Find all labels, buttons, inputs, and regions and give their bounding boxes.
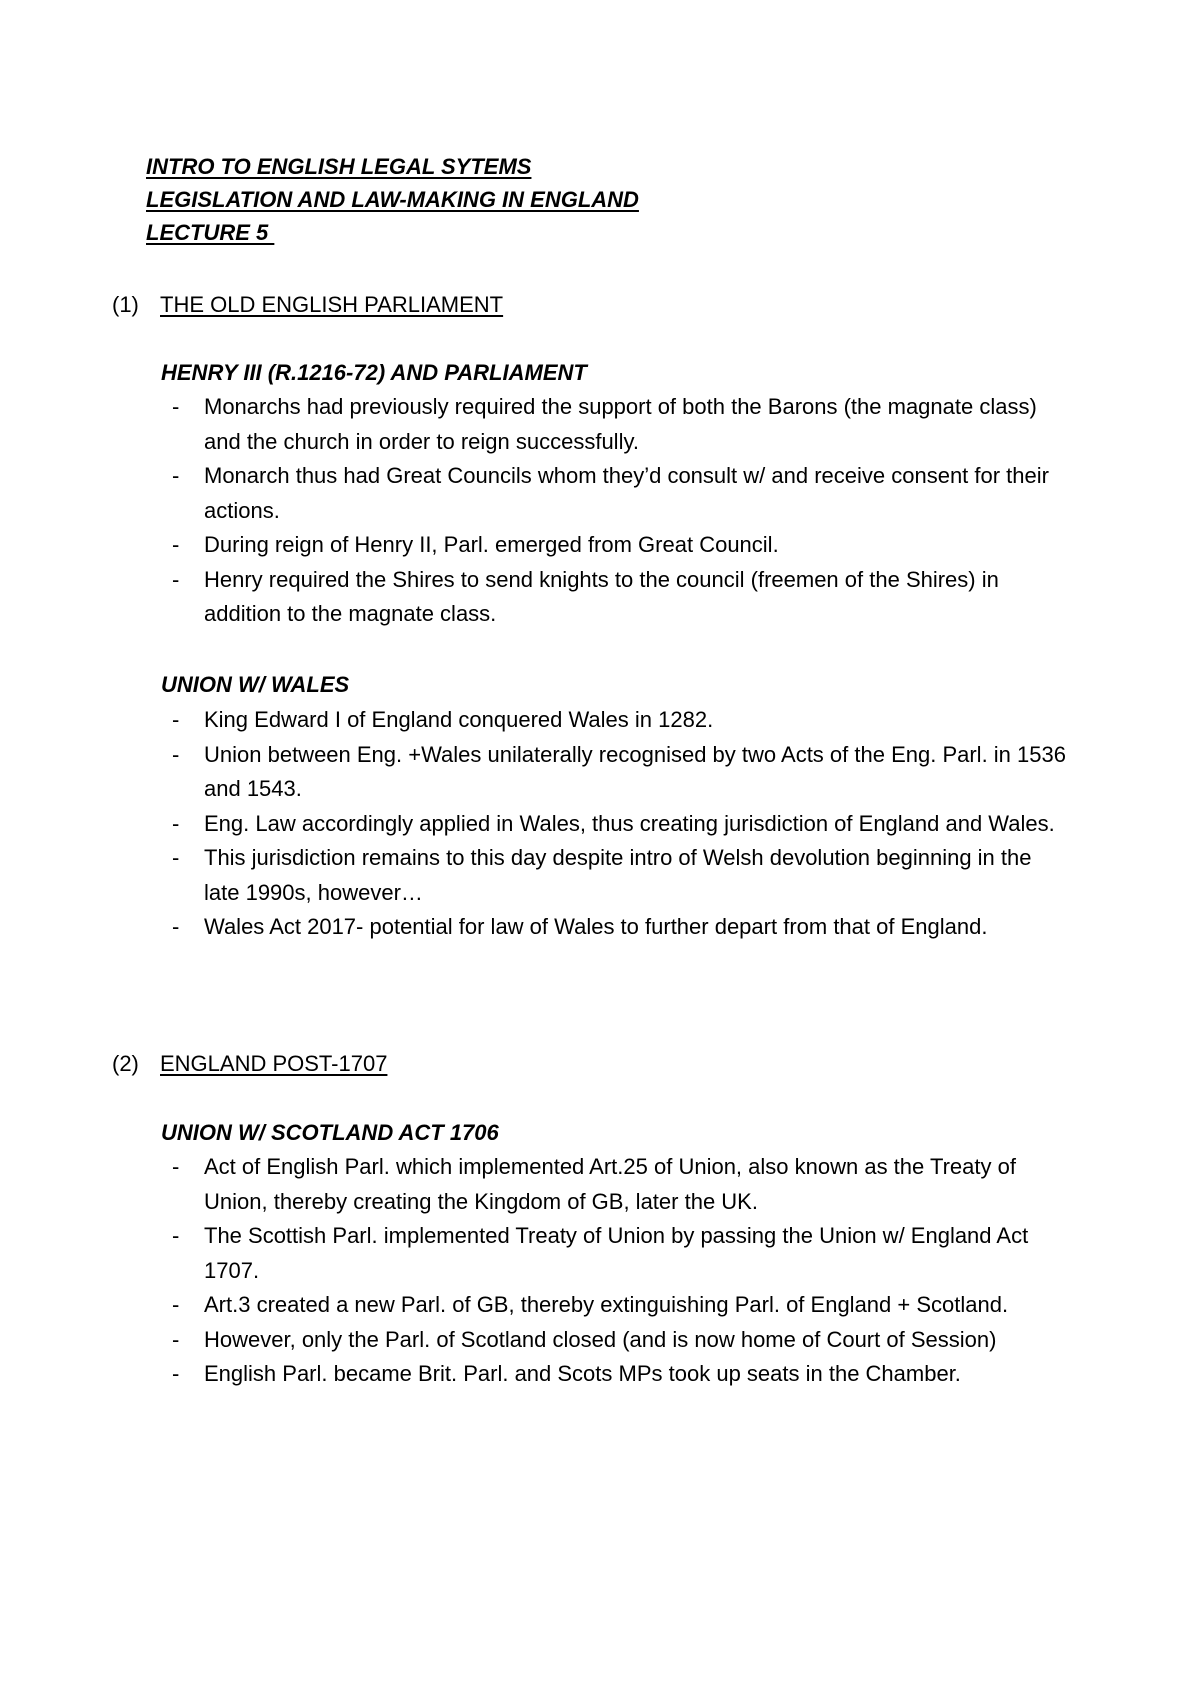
list-item <box>172 1357 1072 1392</box>
list-item <box>172 528 1072 563</box>
bullet-list-henry-iii <box>172 390 1072 632</box>
list-item <box>172 738 1072 807</box>
bullet-dash: - <box>172 394 180 419</box>
list-item-text: Henry required the Shires to send knights to the council (freemen of the Shires) in addition to the magnate class. <box>204 566 999 626</box>
list-item <box>172 563 1072 632</box>
bullet-dash: - <box>172 914 180 939</box>
bullet-dash: - <box>172 810 180 836</box>
list-item-text: Eng. Law accordingly applied in Wales, thus creating jurisdiction of England and Wales. <box>204 810 1055 836</box>
section-title: ENGLAND POST-1707 <box>160 1051 388 1076</box>
bullet-dash: - <box>172 707 180 732</box>
bullet-dash: - <box>172 845 180 870</box>
bullet-dash: - <box>172 1361 180 1386</box>
bullet-dash: - <box>172 1154 180 1179</box>
list-item <box>172 459 1072 528</box>
lecture-topic: LEGISLATION AND LAW-MAKING IN ENGLAND <box>146 187 639 212</box>
list-item-text: English Parl. became Brit. Parl. and Scots MPs took up seats in the Chamber. <box>204 1361 961 1386</box>
bullet-list-union-scotland <box>172 1150 1072 1392</box>
list-item-text: During reign of Henry II, Parl. emerged from Great Council. <box>204 532 779 557</box>
section-number: (2) <box>112 1051 139 1076</box>
course-title: INTRO TO ENGLISH LEGAL SYTEMS <box>146 154 532 179</box>
sub-heading-union-scotland: UNION W/ SCOTLAND ACT 1706 <box>161 1120 499 1145</box>
list-item <box>172 1323 1072 1358</box>
bullet-dash: - <box>172 1292 180 1317</box>
list-item-text: This jurisdiction remains to this day despite intro of Welsh devolution beginning in the late 1990s, however… <box>204 845 1032 905</box>
list-item <box>172 910 1072 945</box>
list-item-text: However, only the Parl. of Scotland closed (and is now home of Court of Session) <box>204 1326 997 1352</box>
bullet-dash: - <box>172 1223 180 1248</box>
lecture-number: LECTURE 5 <box>146 220 275 245</box>
list-item-text: Art.3 created a new Parl. of GB, thereby extinguishing Parl. of England + Scotland. <box>204 1292 1009 1317</box>
list-item-text: Wales Act 2017- potential for law of Wales to further depart from that of England. <box>204 914 988 939</box>
sub-heading-union-wales: UNION W/ WALES <box>161 672 350 697</box>
list-item <box>172 841 1072 910</box>
bullet-dash: - <box>172 741 180 767</box>
bullet-dash: - <box>172 532 180 557</box>
bullet-dash: - <box>172 566 180 592</box>
bullet-list-union-wales <box>172 703 1072 945</box>
list-item-text: The Scottish Parl. implemented Treaty of Union by passing the Union w/ England Act 1707. <box>204 1223 1029 1283</box>
list-item <box>172 390 1072 459</box>
list-item-text: Union between Eng. +Wales unilaterally recognised by two Acts of the Eng. Parl. in 1536 and 1543. <box>204 741 1066 801</box>
section-title: THE OLD ENGLISH PARLIAMENT <box>160 292 504 317</box>
list-item <box>172 1150 1072 1219</box>
list-item <box>172 703 1072 738</box>
list-item-text: Act of English Parl. which implemented Art.25 of Union, also known as the Treaty of Union, thereby creating the Kingdom of GB, later the UK. <box>204 1154 1016 1214</box>
list-item-text: Monarch thus had Great Councils whom they’d consult w/ and receive consent for their actions. <box>204 463 1049 523</box>
list-item <box>172 807 1072 842</box>
section-number: (1) <box>112 292 139 317</box>
list-item-text: King Edward I of England conquered Wales in 1282. <box>204 707 714 732</box>
bullet-dash: - <box>172 463 180 488</box>
list-item-text: Monarchs had previously required the support of both the Barons (the magnate class) and the church in order to reign successfully. <box>204 394 1037 454</box>
sub-heading-henry-iii: HENRY III (R.1216-72) AND PARLIAMENT <box>161 360 587 385</box>
list-item <box>172 1288 1072 1323</box>
section-heading-1 <box>112 288 503 321</box>
document-title <box>146 150 639 249</box>
list-item <box>172 1219 1072 1288</box>
section-heading-2 <box>112 1047 387 1080</box>
bullet-dash: - <box>172 1326 180 1352</box>
